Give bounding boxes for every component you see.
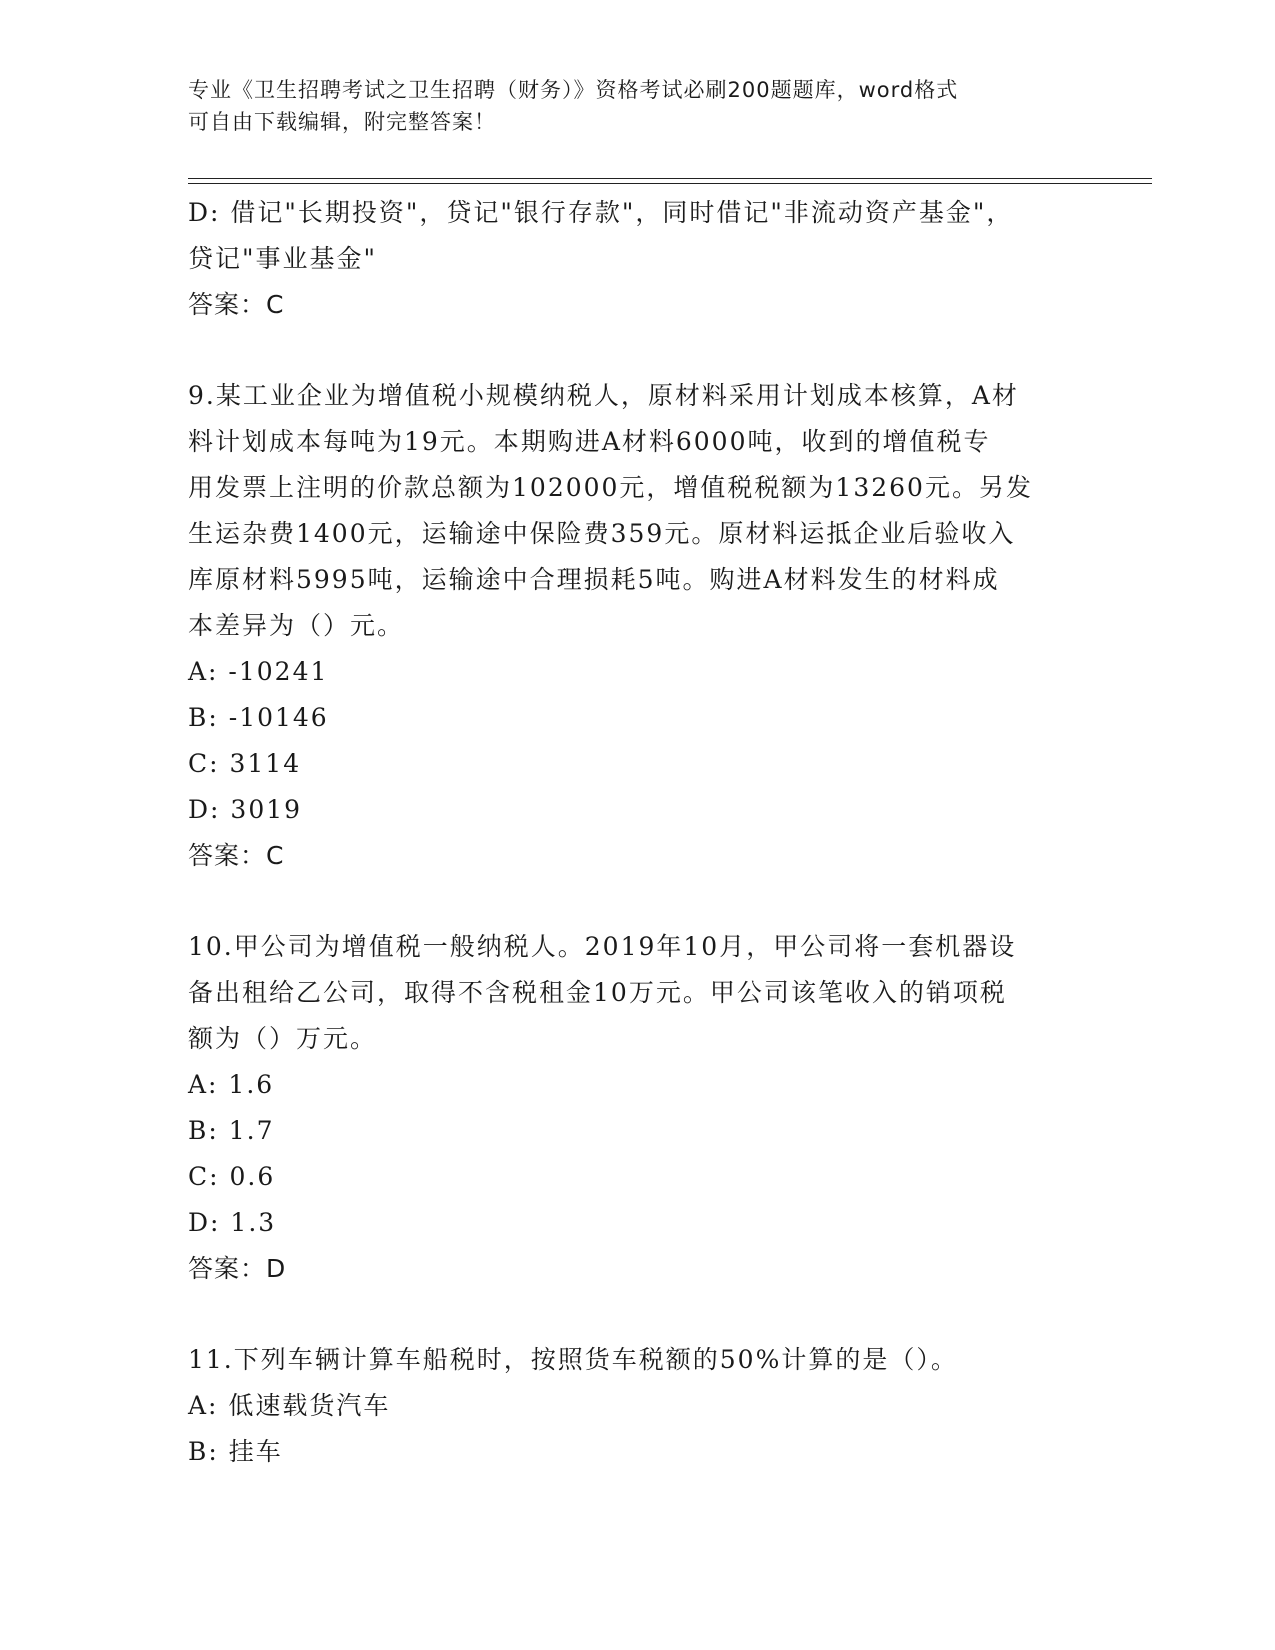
stem-line: 额为（）万元。 <box>188 1024 378 1053</box>
question-stem <box>188 924 1068 1062</box>
option-b: B: -10146 <box>188 703 329 732</box>
option-a: A: 1.6 <box>188 1070 275 1099</box>
stem-line: 生运杂费1400元，运输途中保险费359元。原材料运抵企业后验收入 <box>188 519 1016 548</box>
option-c: C: 0.6 <box>188 1162 276 1191</box>
option-b: B: 1.7 <box>188 1116 275 1145</box>
option-d: D: 1.3 <box>188 1208 277 1237</box>
stem-line: 用发票上注明的价款总额为102000元，增值税税额为13260元。另发 <box>188 473 1033 502</box>
stem-line: 料计划成本每吨为19元。本期购进A材料6000吨，收到的增值税专 <box>188 427 991 456</box>
option-a: A: -10241 <box>188 657 329 686</box>
option-d: D: 3019 <box>188 795 303 824</box>
question-8 <box>188 190 1088 328</box>
question-10 <box>188 924 1088 1292</box>
document-header <box>188 74 1088 138</box>
header-divider-top <box>188 178 1152 179</box>
spacer <box>188 328 1088 373</box>
question-stem: 11.下列车辆计算车船税时，按照货车税额的50%计算的是（）。 <box>188 1345 958 1374</box>
stem-line: 9.某工业企业为增值税小规模纳税人，原材料采用计划成本核算，A材 <box>188 381 1019 410</box>
answer: 答案：C <box>188 290 285 319</box>
header-line-2: 可自由下载编辑，附完整答案！ <box>188 110 496 134</box>
option-c: C: 3114 <box>188 749 302 778</box>
option-b: B: 挂车 <box>188 1437 283 1466</box>
header-divider-bottom <box>188 183 1152 184</box>
spacer <box>188 1292 1088 1337</box>
question-9 <box>188 373 1088 879</box>
header-line-1: 专业《卫生招聘考试之卫生招聘（财务）》资格考试必刷200题题库，word格式 <box>188 78 959 102</box>
stem-line: 10.甲公司为增值税一般纳税人。2019年10月，甲公司将一套机器设 <box>188 932 1017 961</box>
document-body <box>188 190 1088 1475</box>
option-a: A: 低速载货汽车 <box>188 1391 391 1420</box>
option-d-continued: 贷记"事业基金" <box>188 244 377 273</box>
answer: 答案：D <box>188 1254 287 1283</box>
question-stem <box>188 373 1068 649</box>
spacer <box>188 879 1088 924</box>
option-d: D: 借记"长期投资"，贷记"银行存款"，同时借记"非流动资产基金"， <box>188 198 1014 227</box>
stem-line: 库原材料5995吨，运输途中合理损耗5吨。购进A材料发生的材料成 <box>188 565 1000 594</box>
stem-line: 备出租给乙公司，取得不含税租金10万元。甲公司该笔收入的销项税 <box>188 978 1007 1007</box>
answer: 答案：C <box>188 841 285 870</box>
stem-line: 本差异为（）元。 <box>188 611 405 640</box>
question-11 <box>188 1337 1088 1475</box>
